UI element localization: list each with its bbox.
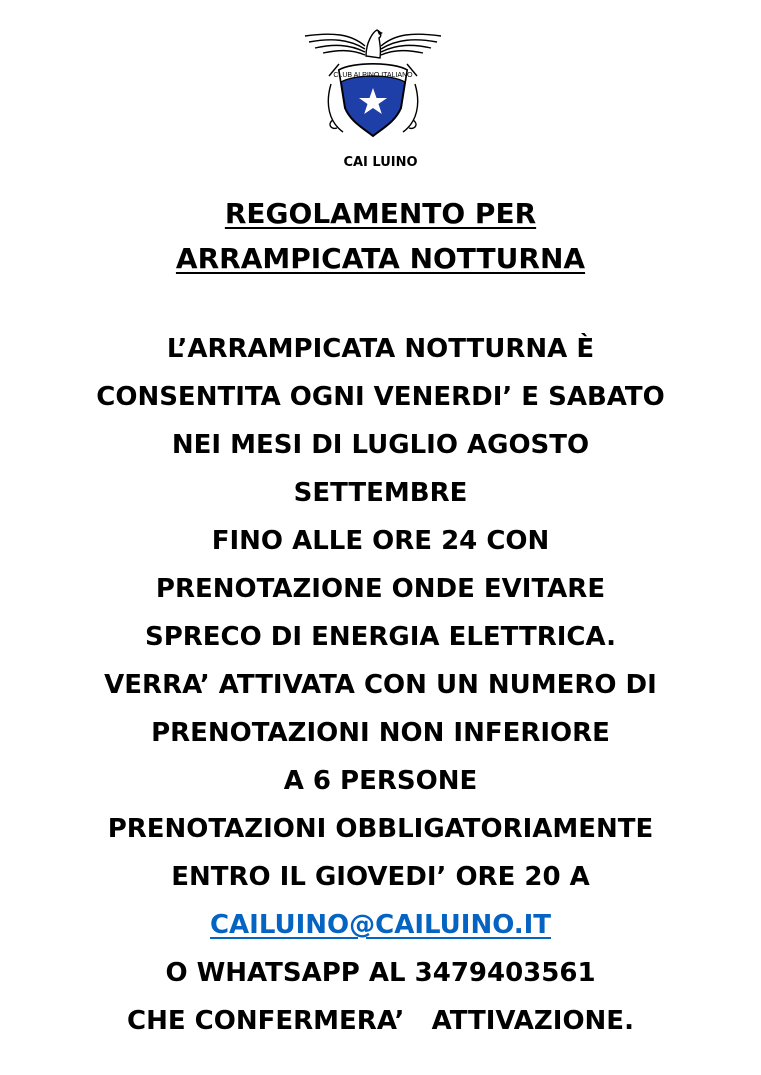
rules-line: PRENOTAZIONE ONDE EVITARE	[155, 574, 606, 604]
confirmation-line: CHE CONFERMERA’ ATTIVAZIONE.	[127, 1006, 634, 1036]
whatsapp-line: O WHATSAPP AL 3479403561	[165, 958, 596, 988]
rules-line: SETTEMBRE	[293, 478, 468, 508]
rules-line: CONSENTITA OGNI VENERDI’ E SABATO	[96, 382, 665, 412]
section-name: CAI LUINO	[343, 155, 418, 170]
title-line-1: REGOLAMENTO PER	[224, 197, 537, 230]
rules-line: A 6 PERSONE	[283, 766, 478, 796]
title-line-2: ARRAMPICATA NOTTURNA	[175, 242, 586, 275]
cai-logo	[303, 24, 443, 144]
rules-line: ENTRO IL GIOVEDI’ ORE 20 A	[171, 862, 590, 892]
rules-line: NEI MESI DI LUGLIO AGOSTO	[171, 430, 590, 460]
email-link[interactable]: CAILUINO@CAILUINO.IT	[209, 910, 552, 940]
rules-line: VERRA’ ATTIVATA CON UN NUMERO DI	[104, 670, 657, 700]
rules-line: PRENOTAZIONI NON INFERIORE	[151, 718, 610, 748]
page-title	[0, 191, 761, 281]
rules-line: SPRECO DI ENERGIA ELETTRICA.	[144, 622, 616, 652]
rules-line: PRENOTAZIONI OBBLIGATORIAMENTE	[107, 814, 654, 844]
rules-line: FINO ALLE ORE 24 CON	[211, 526, 550, 556]
rules-text	[0, 325, 761, 1045]
logo-banner-text: CLUB ALPINO ITALIANO	[333, 72, 413, 79]
rules-line: L’ARRAMPICATA NOTTURNA È	[166, 334, 595, 364]
club-alpino-italiano-emblem-icon	[303, 24, 443, 144]
